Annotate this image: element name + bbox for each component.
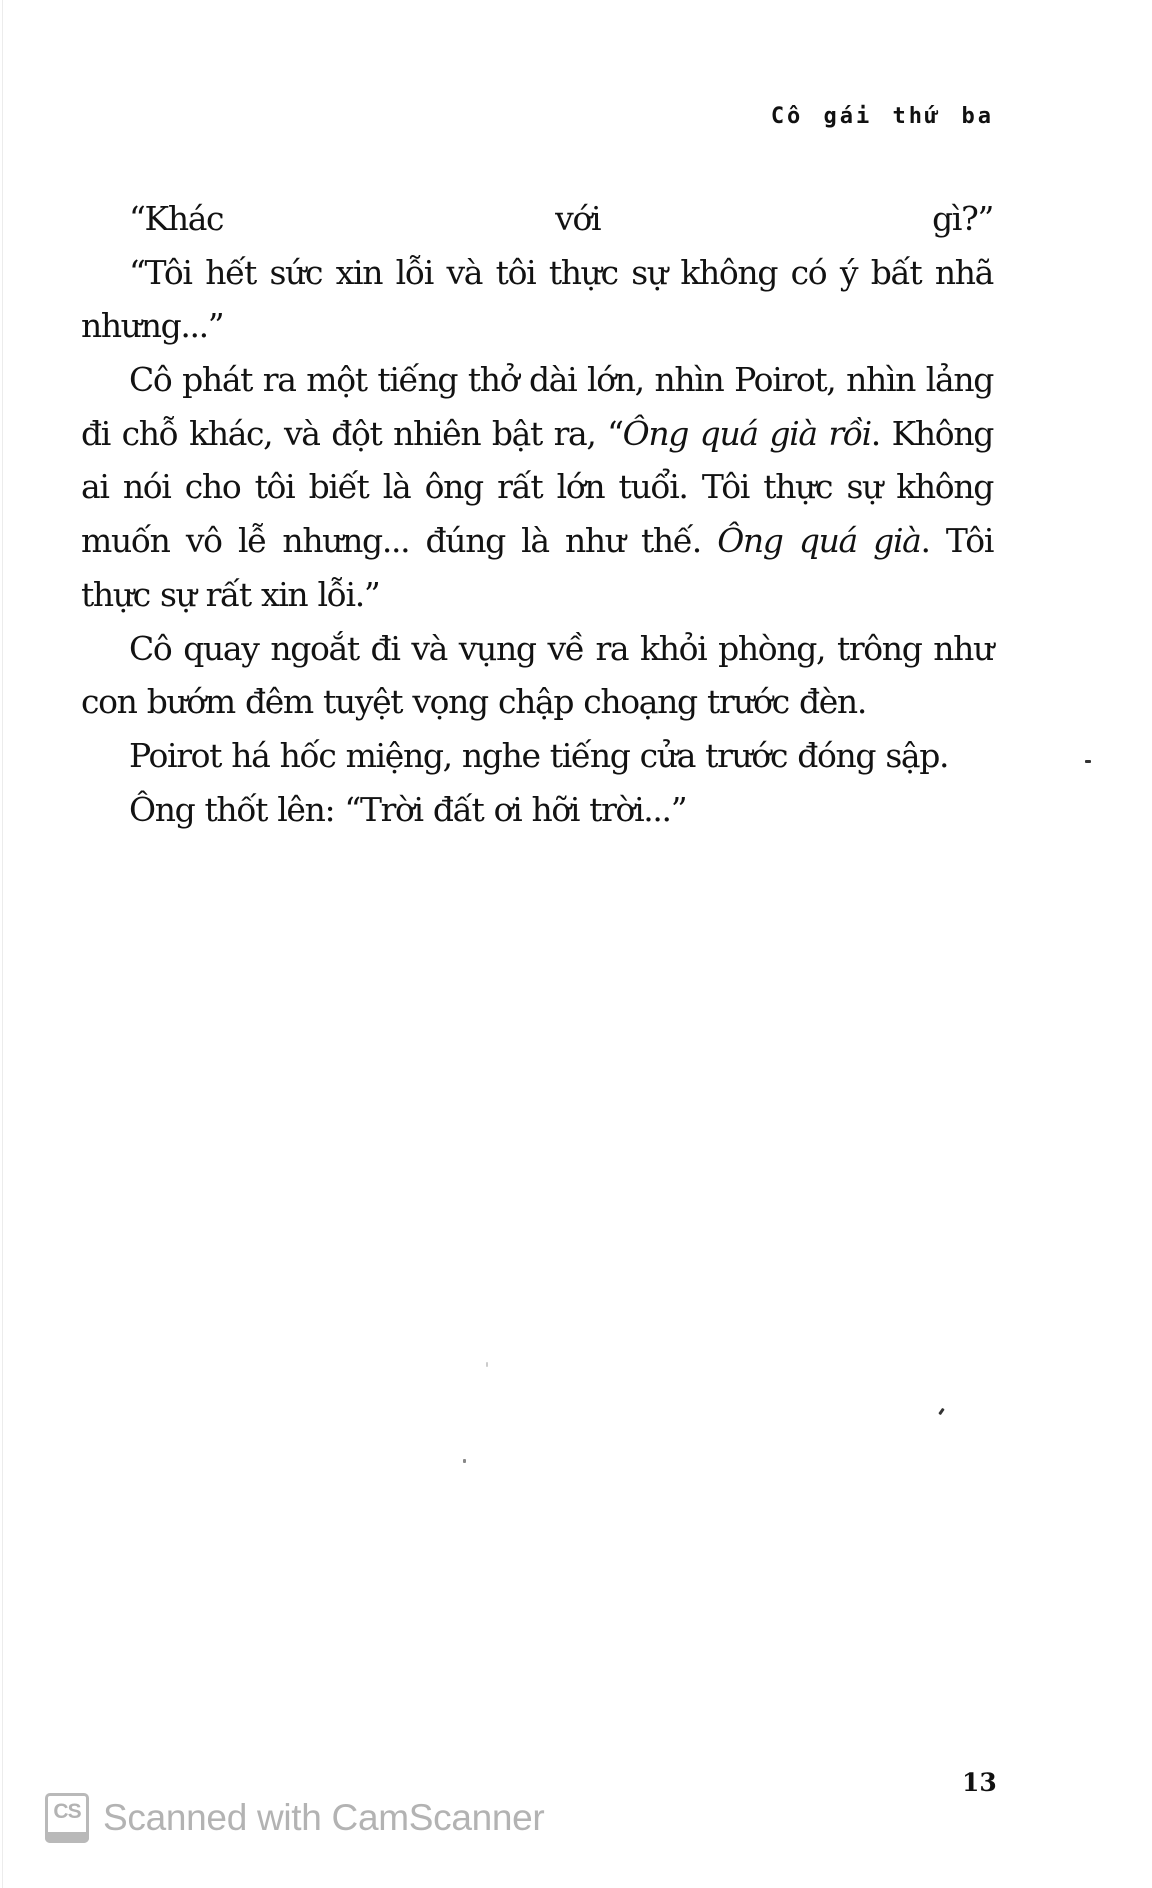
page-number: 13 <box>962 1768 997 1797</box>
camscanner-logo-text: CS <box>53 1800 81 1823</box>
text-segment: ai nói cho tôi biết là ông rất lớn tuổi. Tôi thực sự không <box>81 467 993 507</box>
text-segment: Cô quay ngoắt đi và vụng về ra khỏi phòng, trông như <box>129 628 993 668</box>
scan-edge-shadow <box>2 0 3 1888</box>
text-line <box>81 407 993 461</box>
camscanner-logo-bar <box>45 1832 89 1843</box>
scan-speck <box>1085 760 1091 763</box>
camscanner-logo-icon <box>45 1793 89 1843</box>
text-line <box>81 514 993 568</box>
running-header: Cô gái thứ ba <box>770 104 994 129</box>
text-segment: Cô phát ra một tiếng thở dài lớn, nhìn Poirot, nhìn lảng <box>129 360 993 400</box>
text-line <box>81 675 993 729</box>
text-segment: “Tôi hết sức xin lỗi và tôi thực sự không có ý bất nhã <box>129 252 993 292</box>
text-segment: nhưng...” <box>81 306 224 346</box>
text-segment: con bướm đêm tuyệt vọng chập choạng trước đèn. <box>81 682 866 722</box>
text-segment: đi chỗ khác, và đột nhiên bật ra, “ <box>81 413 623 453</box>
text-segment: muốn vô lễ nhưng... đúng là như thế. <box>81 521 718 561</box>
text-segment: . Tôi <box>920 521 994 561</box>
text-segment: thực sự rất xin lỗi.” <box>81 574 380 614</box>
text-line <box>81 460 993 514</box>
italic-text-segment: Ông quá già <box>717 521 921 561</box>
text-line <box>81 353 993 407</box>
italic-text-segment: Ông quá già rồi <box>622 413 871 453</box>
scan-speck <box>486 1362 488 1367</box>
text-line <box>81 246 993 300</box>
camscanner-watermark-text: Scanned with CamScanner <box>103 1797 545 1838</box>
text-line <box>81 729 993 783</box>
text-line <box>81 192 993 246</box>
scan-speck <box>938 1408 944 1415</box>
text-segment: . Không <box>870 413 994 453</box>
text-segment: Ông thốt lên: “Trời đất ơi hỡi trời...” <box>129 789 687 829</box>
text-line <box>81 783 993 837</box>
text-segment: “Khác với gì?” <box>129 199 993 238</box>
text-line <box>81 622 993 676</box>
scan-speck <box>463 1459 466 1463</box>
text-segment: Poirot há hốc miệng, nghe tiếng cửa trước đóng sập. <box>129 735 949 775</box>
text-line <box>81 568 993 622</box>
camscanner-watermark <box>45 1793 544 1843</box>
text-line <box>81 299 993 353</box>
page-body-text <box>81 192 993 836</box>
